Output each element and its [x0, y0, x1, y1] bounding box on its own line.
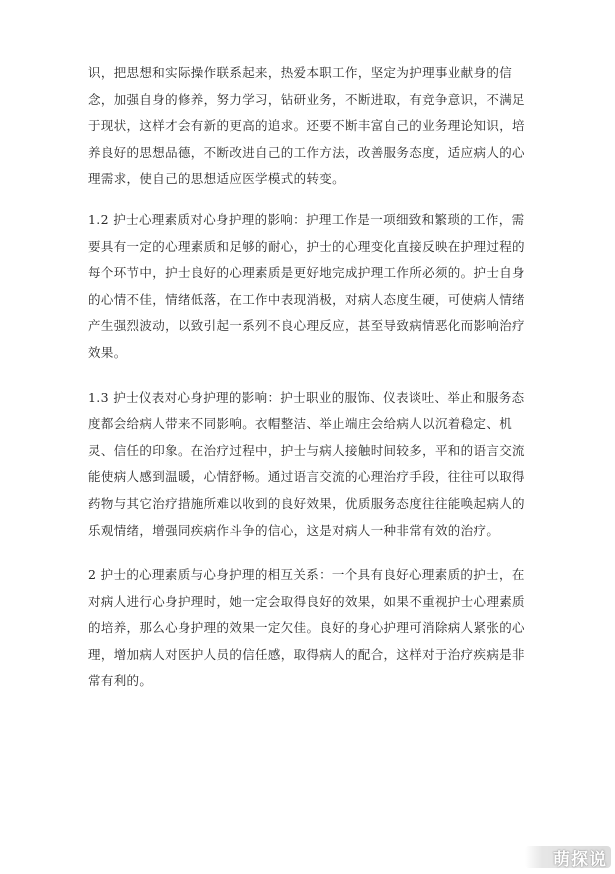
text-line: 养良好的思想品德，不断改进自己的工作方法，改善服务态度，适应病人的心 [88, 144, 525, 160]
text-line: 识，把思想和实际操作联系起来，热爱本职工作，坚定为护理事业献身的信 [88, 65, 513, 80]
text-line: 产生强烈波动，以致引起一系列不良心理反应，甚至导致病情恶化而影响治疗 [88, 318, 525, 334]
text-line: 念，加强自身的修养，努力学习，钻研业务，不断进取，有竞争意识，不满足 [88, 91, 525, 107]
text-line: 于现状，这样才会有新的更高的追求。还要不断丰富自己的业务理论知识，培 [88, 118, 525, 134]
text-line: 的心情不佳，情绪低落，在工作中表现消极，对病人态度生硬，可使病人情绪 [88, 291, 525, 307]
text-line: 效果。 [88, 344, 127, 360]
text-line: 理，增加病人对医护人员的信任感，取得病人的配合，这样对于治疗疾病是非 [88, 646, 525, 662]
paragraph [88, 385, 529, 545]
text-line: 灵、信任的印象。在治疗过程中，护士与病人接触时间较多，平和的语言交流 [88, 442, 525, 458]
text-line: 常有利的。 [88, 673, 153, 689]
text-line: 要具有一定的心理素质和足够的耐心，护士的心理变化直接反映在护理过程的 [88, 238, 525, 254]
text-line: 1.3 护士仪表对心身护理的影响：护士职业的服饰、仪表谈吐、举止和服务态 [88, 389, 525, 405]
text-line: 的培养，那么心身护理的效果一定欠佳。良好的身心护理可消除病人紧张的心 [88, 620, 525, 636]
text-line: 2 护士的心理素质与心身护理的相互关系：一个具有良好心理素质的护士，在 [88, 567, 525, 583]
text-line: 理需求，使自己的思想适应医学模式的转变。 [88, 171, 346, 187]
paragraph [88, 207, 529, 367]
text-line: 度都会给病人带来不同影响。衣帽整洁、举止端庄会给病人以沉着稳定、机 [88, 416, 513, 432]
text-line: 1.2 护士心理素质对心身护理的影响：护理工作是一项细致和繁琐的工作，需 [88, 211, 525, 227]
text-line: 乐观情绪，增强同疾病作斗争的信心，这是对病人一种非常有效的治疗。 [88, 522, 500, 538]
text-line: 对病人进行心身护理时，她一定会取得良好的效果，如果不重视护士心理素质 [88, 593, 525, 609]
paragraph [88, 562, 529, 695]
document-body [88, 60, 529, 695]
text-line: 每个环节中，护士良好的心理素质是更好地完成护理工作所必须的。护士自身 [88, 265, 525, 281]
text-line: 药物与其它治疗措施所难以收到的良好效果，优质服务态度往往能唤起病人的 [88, 495, 525, 511]
watermark-text: 萌探说 [553, 849, 607, 870]
text-line: 能使病人感到温暖，心情舒畅。通过语言交流的心理治疗手段，往往可以取得 [88, 469, 525, 485]
paragraph [88, 60, 529, 193]
watermark-logo [525, 846, 611, 868]
